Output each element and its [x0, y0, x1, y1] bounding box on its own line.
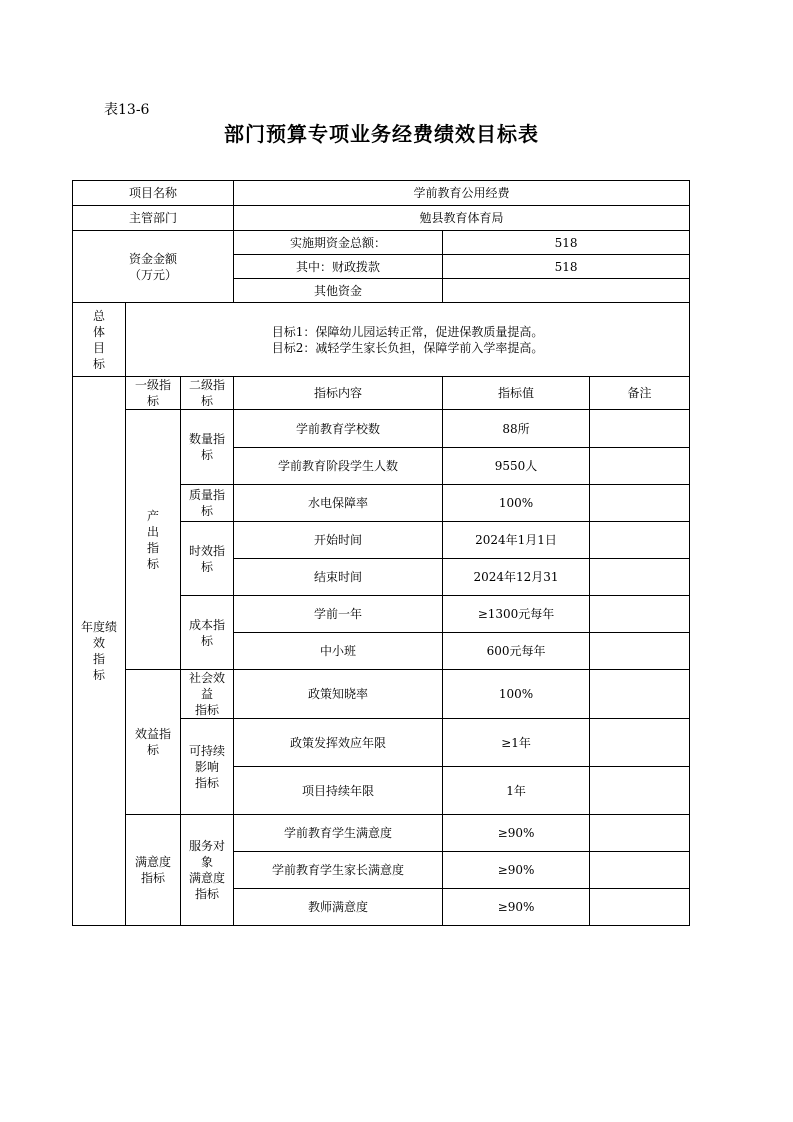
indicator-value: 100%: [443, 485, 590, 522]
header-remark: 备注: [590, 377, 690, 410]
indicator-remark: [590, 852, 690, 889]
indicator-remark: [590, 410, 690, 448]
indicator-value: ≥90%: [443, 815, 590, 852]
overall-goals-text: [126, 303, 690, 377]
indicator-content: 开始时间: [234, 522, 443, 559]
indicator-value: ≥1年: [443, 719, 590, 767]
benefit-indicators-label: 效益指 标: [126, 670, 181, 815]
indicator-content: 学前教育阶段学生人数: [234, 448, 443, 485]
indicator-content: 水电保障率: [234, 485, 443, 522]
indicator-value: 2024年1月1日: [443, 522, 590, 559]
quantity-indicators-label: 数量指 标: [181, 410, 234, 485]
department-value: 勉县教育体育局: [234, 206, 690, 231]
department-row: [73, 206, 690, 231]
performance-target-table: [72, 180, 690, 926]
sustainable-impact-label: 可持续 影响 指标: [181, 719, 234, 815]
overall-goals-row: [73, 303, 690, 377]
funds-other-value: [443, 279, 690, 303]
goal-2: 目标2：减轻学生家长负担，保障学前入学率提高。: [271, 340, 544, 355]
project-name-value: 学前教育公用经费: [234, 181, 690, 206]
indicator-content: 学前教育学生家长满意度: [234, 852, 443, 889]
indicator-value: ≥90%: [443, 852, 590, 889]
social-benefit-label: 社会效 益 指标: [181, 670, 234, 719]
header-level1: 一级指 标: [126, 377, 181, 410]
cost-indicators-label: 成本指 标: [181, 596, 234, 670]
time-indicators-label: 时效指 标: [181, 522, 234, 596]
project-name-row: [73, 181, 690, 206]
indicator-content: 项目持续年限: [234, 767, 443, 815]
funds-fiscal-label: 其中：财政拨款: [234, 255, 443, 279]
table-row: [73, 410, 690, 448]
indicator-remark: [590, 767, 690, 815]
indicator-remark: [590, 596, 690, 633]
indicator-content: 政策知晓率: [234, 670, 443, 719]
table-number: 表13-6: [104, 102, 150, 118]
indicator-value: 100%: [443, 670, 590, 719]
funds-other-label: 其他资金: [234, 279, 443, 303]
indicator-content: 学前一年: [234, 596, 443, 633]
indicator-value: ≥1300元每年: [443, 596, 590, 633]
indicator-header-row: [73, 377, 690, 410]
indicator-value: 9550人: [443, 448, 590, 485]
indicator-remark: [590, 559, 690, 596]
indicator-remark: [590, 815, 690, 852]
indicator-content: 教师满意度: [234, 889, 443, 926]
indicator-content: 学前教育学校数: [234, 410, 443, 448]
funds-fiscal-value: 518: [443, 255, 690, 279]
indicator-value: ≥90%: [443, 889, 590, 926]
indicator-content: 中小班: [234, 633, 443, 670]
project-name-label: 项目名称: [73, 181, 234, 206]
funds-total-row: [73, 231, 690, 255]
satisfaction-indicators-label: 满意度 指标: [126, 815, 181, 926]
funds-label: 资金金额 （万元）: [73, 231, 234, 303]
header-level2: 二级指 标: [181, 377, 234, 410]
funds-total-value: 518: [443, 231, 690, 255]
indicator-remark: [590, 889, 690, 926]
indicator-remark: [590, 522, 690, 559]
indicator-remark: [590, 633, 690, 670]
header-value: 指标值: [443, 377, 590, 410]
indicator-remark: [590, 719, 690, 767]
annual-indicators-label: 年度绩 效 指 标: [73, 377, 126, 926]
funds-total-label: 实施期资金总额：: [234, 231, 443, 255]
table-row: [73, 815, 690, 852]
indicator-value: 600元每年: [443, 633, 590, 670]
indicator-content: 政策发挥效应年限: [234, 719, 443, 767]
output-indicators-label: 产 出 指 标: [126, 410, 181, 670]
indicator-remark: [590, 670, 690, 719]
indicator-value: 1年: [443, 767, 590, 815]
indicator-value: 88所: [443, 410, 590, 448]
indicator-remark: [590, 448, 690, 485]
overall-goals-label: 总 体 目 标: [73, 303, 126, 377]
quality-indicators-label: 质量指 标: [181, 485, 234, 522]
indicator-remark: [590, 485, 690, 522]
department-label: 主管部门: [73, 206, 234, 231]
page-title: 部门预算专项业务经费绩效目标表: [224, 122, 539, 146]
service-satisfaction-label: 服务对 象 满意度 指标: [181, 815, 234, 926]
goal-1: 目标1：保障幼儿园运转正常，促进保教质量提高。: [271, 324, 544, 339]
table-row: [73, 670, 690, 719]
indicator-content: 结束时间: [234, 559, 443, 596]
header-content: 指标内容: [234, 377, 443, 410]
indicator-value: 2024年12月31: [443, 559, 590, 596]
indicator-content: 学前教育学生满意度: [234, 815, 443, 852]
